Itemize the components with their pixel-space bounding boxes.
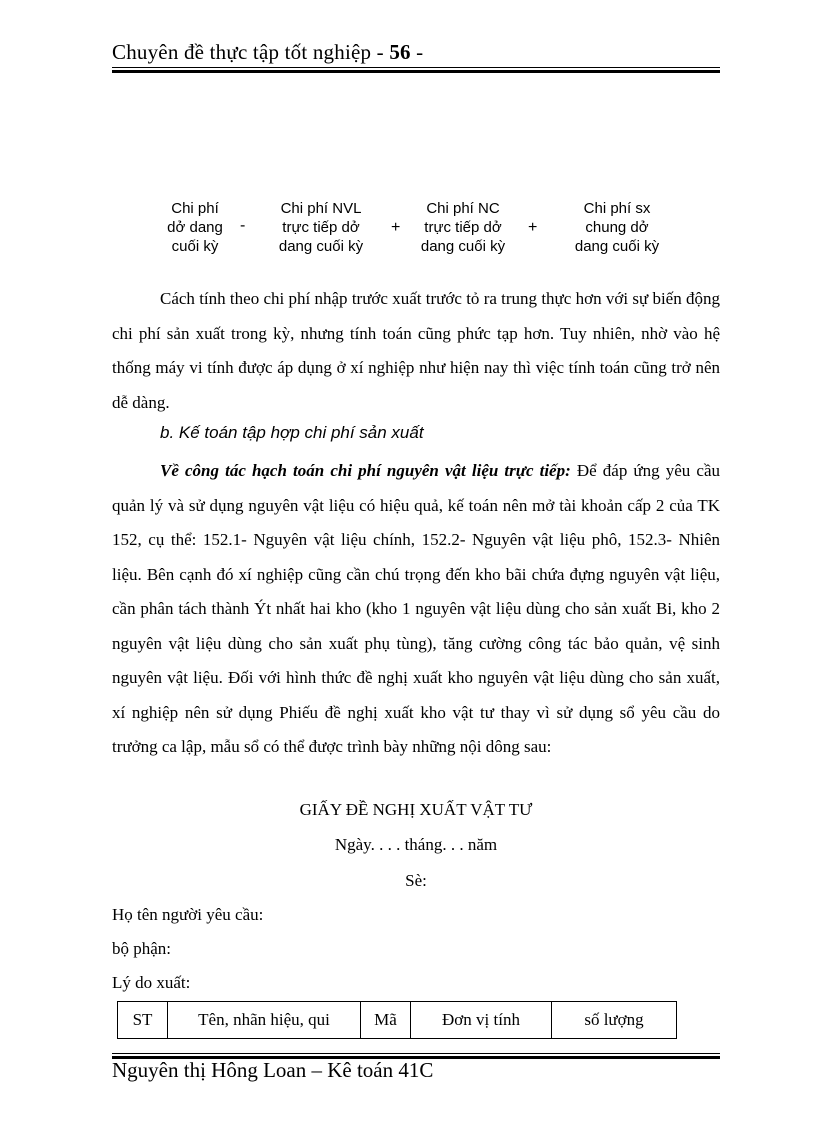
- formula-line: chung dở: [585, 219, 649, 236]
- form-date-line: Ngày. . . . tháng. . . năm: [334, 835, 498, 854]
- department-label: bộ phận:: [112, 939, 172, 958]
- paragraph-text: [112, 454, 720, 765]
- formula-line: dở dang: [167, 219, 223, 236]
- paragraph-materials: [112, 454, 720, 765]
- table-header-cell: số lượng: [552, 1002, 677, 1039]
- formula-line: Chi phí: [171, 200, 219, 217]
- formula-line: trực tiếp dở: [282, 219, 360, 236]
- table-header-row: [118, 1002, 677, 1039]
- table-header-cell: Mã: [361, 1002, 411, 1039]
- table-header-cell: Đơn vị tính: [411, 1002, 552, 1039]
- formula-term-material: [262, 199, 380, 256]
- header-rule-thin: [112, 67, 720, 68]
- paragraph-text: Cách tính theo chi phí nhập trước xuất trước tỏ ra trung thực hơn với sự biến động chi phí sản xuất trong kỳ, nhưng tính toán cũng phức tạp hơn. Tuy nhiên, nhờ vào hệ thống máy vi tính được áp dụng ở xí nghiệp như hiện nay thì việc tính toán cũng trở nên dễ dàng.: [112, 289, 720, 412]
- formula-line: dang cuối kỳ: [420, 238, 506, 255]
- page-footer: Nguyên thị Hông Loan – Kê toán 41C: [112, 1058, 434, 1082]
- formula-line: Chi phí NVL: [280, 200, 362, 217]
- header-rule-thick: [112, 70, 720, 73]
- form-number-label: Sè:: [405, 871, 427, 890]
- header-title: Chuyên đề thực tập tốt nghiệp -: [112, 40, 384, 64]
- header-suffix: -: [416, 40, 424, 64]
- formula-operator: -: [240, 217, 246, 234]
- formula-term-labor: [408, 199, 518, 256]
- table-header-cell: ST: [118, 1002, 168, 1039]
- formula-term-overhead: [558, 199, 676, 256]
- formula-line: Chi phí sx: [583, 200, 651, 217]
- paragraph-fifo: [112, 282, 720, 420]
- section-subheading: b. Kế toán tập hợp chi phí sản xuất: [160, 423, 424, 442]
- form-title: GIẤY ĐỀ NGHỊ XUẤT VẬT TƯ: [299, 800, 533, 819]
- formula-line: dang cuối kỳ: [278, 238, 364, 255]
- formula-line: Chi phí NC: [426, 200, 500, 217]
- formula-line: cuối kỳ: [171, 238, 219, 255]
- formula-operator: +: [391, 219, 401, 236]
- footer-rule-thin: [112, 1053, 720, 1054]
- page-header: [112, 40, 423, 65]
- paragraph-lead: Về công tác hạch toán chi phí nguyên vật liệu trực tiếp:: [160, 461, 571, 480]
- page-number: 56: [389, 40, 411, 64]
- formula-operator: +: [528, 219, 538, 236]
- formula-line: trực tiếp dở: [424, 219, 502, 236]
- formula-term-wip: [150, 199, 240, 256]
- paragraph-body: Để đáp ứng yêu cầu quản lý và sử dụng nguyên vật liệu có hiệu quả, kế toán nên mở tài khoản cấp 2 của TK 152, cụ thể: 152.1- Nguyên vật liệu chính, 152.2- Nguyên vật liệu phô, 152.3- Nhiên liệu. Bên cạnh đó xí nghiệp cũng cần chú trọng đến kho bãi chứa đựng nguyên vật liệu, cần phân tách thành Ýt nhất hai kho (kho 1 nguyên vật liệu dùng cho sản xuất Bi, kho 2 nguyên vật liệu dùng cho sản xuất phụ tùng), tăng cường công tác bảo quản, vệ sinh nguyên vật liệu. Đối với hình thức đề nghị xuất kho nguyên vật liệu dùng cho sản xuất, xí nghiệp nên sử dụng Phiếu đề nghị xuất kho vật tư thay vì sử dụng sổ yêu cầu do trưởng ca lập, mẫu sổ có thể được trình bày những nội dông sau:: [112, 461, 720, 756]
- table-header-cell: Tên, nhãn hiệu, qui: [168, 1002, 361, 1039]
- reason-label: Lý do xuất:: [112, 973, 191, 992]
- request-table: [117, 1001, 677, 1039]
- requester-label: Họ tên người yêu cầu:: [112, 905, 264, 924]
- formula-line: dang cuối kỳ: [574, 238, 660, 255]
